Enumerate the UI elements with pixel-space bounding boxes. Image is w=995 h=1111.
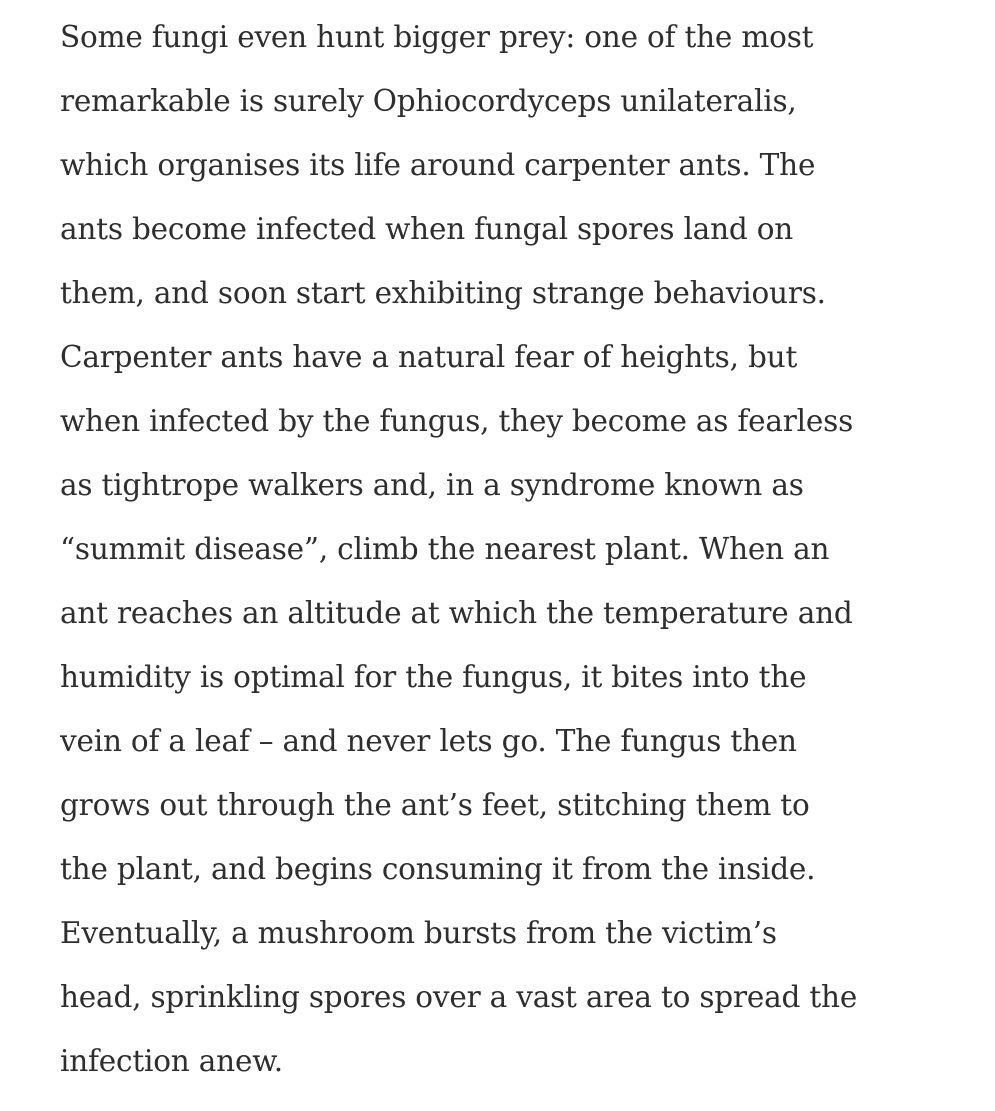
paragraph-line: as tightrope walkers and, in a syndrome known as (60, 468, 804, 502)
paragraph-line: “summit disease”, climb the nearest plant. When an (60, 532, 830, 566)
paragraph-line: when infected by the fungus, they become as fearless (60, 404, 854, 438)
paragraph-line: ant reaches an altitude at which the temperature and (60, 596, 853, 630)
paragraph-line: infection anew. (60, 1044, 283, 1078)
paragraph-line: the plant, and begins consuming it from the inside. (60, 852, 816, 886)
paragraph-line: Eventually, a mushroom bursts from the victim’s (60, 916, 777, 950)
paragraph-line: grows out through the ant’s feet, stitching them to (60, 788, 810, 822)
paragraph-line: humidity is optimal for the fungus, it bites into the (60, 660, 807, 694)
paragraph-line: Carpenter ants have a natural fear of heights, but (60, 340, 798, 374)
paragraph-line: Some fungi even hunt bigger prey: one of the most (60, 20, 814, 54)
paragraph-line: head, sprinkling spores over a vast area to spread the (60, 980, 858, 1014)
paragraph-line: vein of a leaf – and never lets go. The fungus then (60, 724, 797, 758)
paragraph-line: which organises its life around carpenter ants. The (60, 148, 816, 182)
paragraph-line: them, and soon start exhibiting strange behaviours. (60, 276, 826, 310)
paragraph-line: ants become infected when fungal spores land on (60, 212, 794, 246)
paragraph-line: remarkable is surely Ophiocordyceps unilateralis, (60, 84, 797, 118)
article-paragraph (60, 5, 960, 1093)
